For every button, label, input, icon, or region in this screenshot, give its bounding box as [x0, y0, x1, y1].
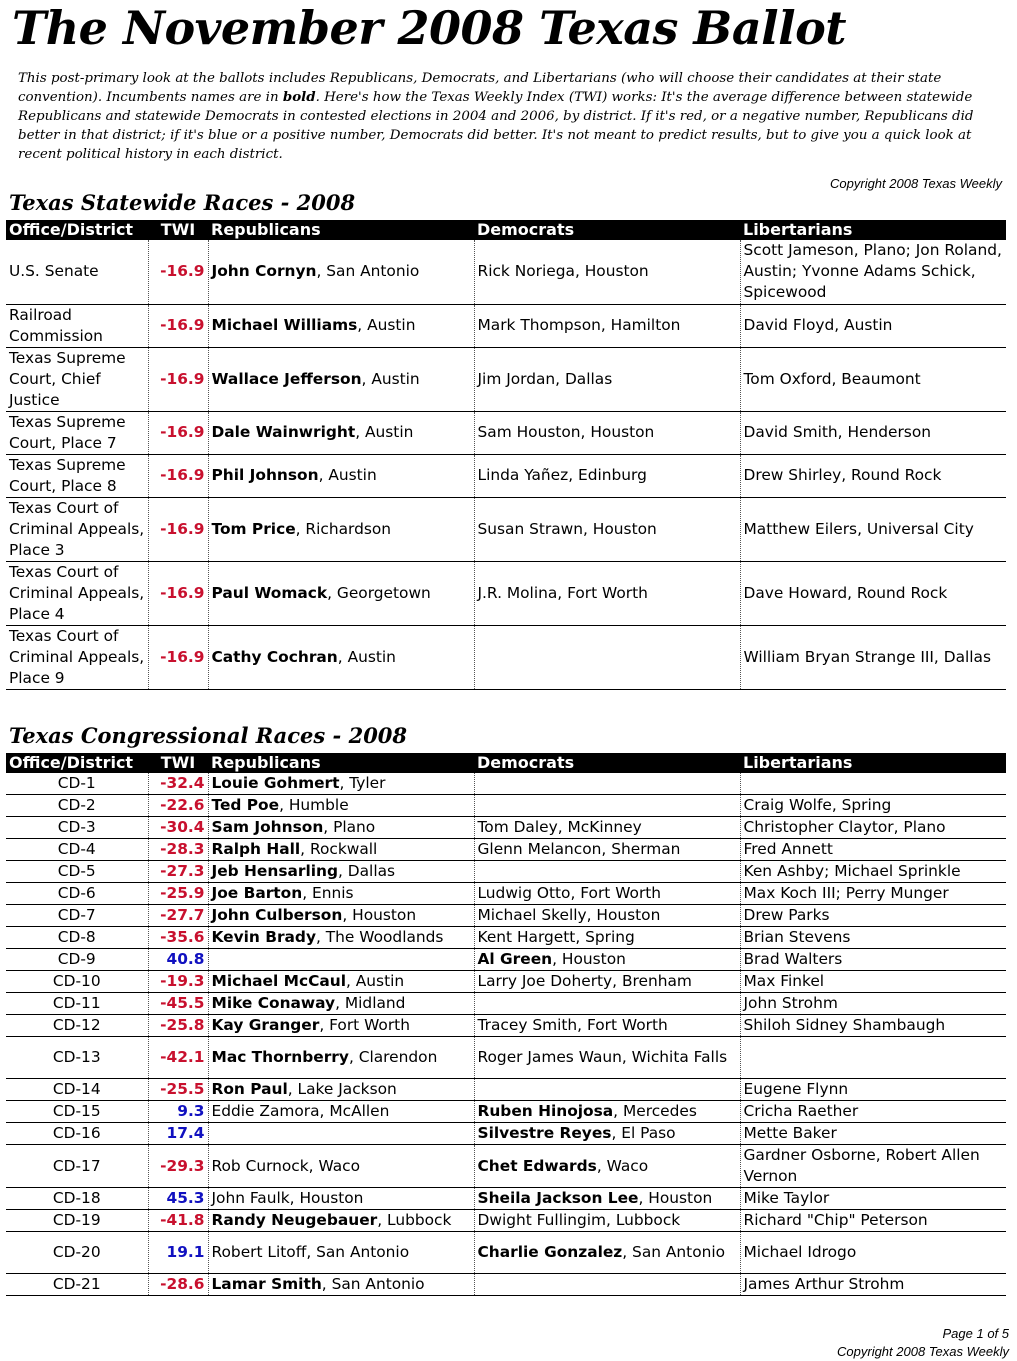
republican-name: Paul Womack: [211, 583, 328, 602]
republican-name: Kevin Brady: [211, 928, 316, 946]
republican-detail: , Humble: [279, 796, 349, 814]
republican-detail: , Rockwall: [300, 840, 378, 858]
table-row: [6, 1210, 1006, 1232]
republican-cell: [208, 1101, 474, 1123]
table-header-row: [6, 753, 1006, 773]
democrat-name: Chet Edwards: [477, 1156, 597, 1175]
democrat-detail: Dwight Fullingim, Lubbock: [477, 1211, 681, 1229]
democrat-cell: [474, 304, 740, 347]
table-row: [6, 861, 1006, 883]
intro-text: This post-primary look at the ballots includes Republicans, Democrats, and Libertarians (who will choose their candidates at their state convention). Incumbents names are in: [18, 71, 942, 105]
republican-cell: [208, 949, 474, 971]
office-cell: CD-2: [6, 795, 148, 817]
republican-detail: , Ennis: [302, 884, 354, 902]
republican-cell: [208, 240, 474, 304]
democrat-detail: Larry Joe Doherty, Brenham: [477, 972, 692, 990]
libertarian-cell: Shiloh Sidney Shambaugh: [740, 1015, 1006, 1037]
office-cell: Texas Supreme Court, Place 7: [6, 411, 148, 454]
democrat-cell: [474, 1145, 740, 1188]
libertarian-cell: John Strohm: [740, 993, 1006, 1015]
republican-cell: [208, 971, 474, 993]
democrat-cell: [474, 971, 740, 993]
libertarian-cell: [740, 773, 1006, 795]
office-cell: CD-14: [6, 1079, 148, 1101]
republican-name: John Cornyn: [211, 262, 317, 281]
republican-cell: [208, 1188, 474, 1210]
libertarians-column-header: Libertarians: [740, 220, 1006, 240]
libertarian-cell: Dave Howard, Round Rock: [740, 561, 1006, 625]
republican-detail: Eddie Zamora, McAllen: [211, 1102, 390, 1120]
democrat-cell: [474, 1210, 740, 1232]
democrat-cell: [474, 347, 740, 411]
office-cell: CD-16: [6, 1123, 148, 1145]
democrat-detail: J.R. Molina, Fort Worth: [477, 583, 648, 602]
democrat-cell: [474, 795, 740, 817]
republican-name: Kay Granger: [211, 1016, 320, 1034]
republican-cell: [208, 861, 474, 883]
twi-value: -32.4: [148, 773, 208, 795]
republican-detail: , Tyler: [339, 774, 386, 792]
republican-cell: [208, 993, 474, 1015]
statewide-races-table: [6, 220, 1006, 690]
office-cell: CD-10: [6, 971, 148, 993]
page-footer: [837, 1325, 1009, 1361]
table-row: [6, 773, 1006, 795]
democrat-detail: , Mercedes: [613, 1102, 697, 1120]
libertarian-cell: Drew Parks: [740, 905, 1006, 927]
democrat-detail: Jim Jordan, Dallas: [477, 369, 613, 388]
table-row: [6, 883, 1006, 905]
democrat-cell: [474, 905, 740, 927]
democrat-detail: , El Paso: [611, 1124, 676, 1142]
democrat-cell: [474, 240, 740, 304]
republican-detail: , Lake Jackson: [287, 1080, 397, 1098]
table-row: [6, 1015, 1006, 1037]
democrat-cell: [474, 1037, 740, 1079]
democrat-detail: Glenn Melancon, Sherman: [477, 840, 681, 858]
office-cell: Texas Court of Criminal Appeals, Place 4: [6, 561, 148, 625]
democrat-cell: [474, 625, 740, 689]
congressional-races-table: [6, 753, 1006, 1296]
table-row: [6, 1232, 1006, 1274]
republican-name: Joe Barton: [211, 884, 303, 902]
office-cell: CD-3: [6, 817, 148, 839]
democrat-cell: [474, 1101, 740, 1123]
republican-cell: [208, 839, 474, 861]
office-cell: U.S. Senate: [6, 240, 148, 304]
twi-column-header: TWI: [148, 220, 208, 240]
republican-name: Dale Wainwright: [211, 423, 356, 441]
intro-text: . Here's how the Texas Weekly Index (TWI) works: It's the average difference between statewide Republicans and statewide Democrats in contested elections in 2004 and 2006, by district. If it's red, or a negative number, Republicans did better in that district; if it's blue or a positive number, Democrats did better. It's not meant to predict results, but to give you a quick look at recent political history in each district.: [18, 90, 974, 162]
republican-cell: [208, 1145, 474, 1188]
democrat-cell: [474, 411, 740, 454]
twi-value: 9.3: [148, 1101, 208, 1123]
republican-detail: , Lubbock: [377, 1211, 452, 1229]
republican-detail: , Clarendon: [348, 1048, 438, 1066]
republican-cell: [208, 1079, 474, 1101]
table-row: [6, 1188, 1006, 1210]
democrat-detail: Rick Noriega, Houston: [477, 262, 649, 281]
republican-cell: [208, 347, 474, 411]
office-cell: CD-4: [6, 839, 148, 861]
republican-name: Louie Gohmert: [211, 774, 340, 792]
libertarian-cell: Christopher Claytor, Plano: [740, 817, 1006, 839]
republican-name: Cathy Cochran: [211, 647, 338, 666]
office-cell: Railroad Commission: [6, 304, 148, 347]
republican-detail: , Austin: [318, 466, 377, 484]
libertarian-cell: Gardner Osborne, Robert Allen Vernon: [740, 1145, 1006, 1188]
twi-value: -42.1: [148, 1037, 208, 1079]
republican-detail: , San Antonio: [316, 262, 420, 281]
libertarian-cell: Drew Shirley, Round Rock: [740, 454, 1006, 497]
libertarian-cell: William Bryan Strange III, Dallas: [740, 625, 1006, 689]
twi-value: -19.3: [148, 971, 208, 993]
libertarian-cell: Max Koch III; Perry Munger: [740, 883, 1006, 905]
table-row: [6, 1101, 1006, 1123]
democrat-cell: [474, 883, 740, 905]
democrat-name: Ruben Hinojosa: [477, 1102, 614, 1120]
democrat-name: Al Green: [477, 950, 553, 968]
table-row: [6, 454, 1006, 497]
republican-cell: [208, 411, 474, 454]
office-column-header: Office/District: [6, 220, 148, 240]
democrat-detail: Susan Strawn, Houston: [477, 519, 657, 538]
republican-name: Mike Conaway: [211, 994, 336, 1012]
twi-value: -29.3: [148, 1145, 208, 1188]
democrat-cell: [474, 1015, 740, 1037]
democrat-detail: Michael Skelly, Houston: [477, 906, 661, 924]
democrat-detail: Kent Hargett, Spring: [477, 928, 635, 946]
table-row: [6, 304, 1006, 347]
republican-cell: [208, 1210, 474, 1232]
democrat-detail: Linda Yañez, Edinburg: [477, 466, 647, 484]
republican-cell: [208, 304, 474, 347]
twi-value: -35.6: [148, 927, 208, 949]
democrat-detail: Sam Houston, Houston: [477, 423, 655, 441]
table-row: [6, 1274, 1006, 1296]
republican-name: Lamar Smith: [211, 1275, 322, 1293]
table-row: [6, 993, 1006, 1015]
libertarian-cell: Eugene Flynn: [740, 1079, 1006, 1101]
table-row: [6, 905, 1006, 927]
republican-cell: [208, 883, 474, 905]
table-row: [6, 347, 1006, 411]
republican-detail: Rob Curnock, Waco: [211, 1156, 361, 1175]
twi-value: -30.4: [148, 817, 208, 839]
libertarians-column-header: Libertarians: [740, 753, 1006, 773]
republican-detail: , San Antonio: [321, 1275, 425, 1293]
office-cell: CD-19: [6, 1210, 148, 1232]
twi-column-header: TWI: [148, 753, 208, 773]
republican-detail: , Plano: [323, 818, 376, 836]
democrats-column-header: Democrats: [474, 753, 740, 773]
office-cell: CD-13: [6, 1037, 148, 1079]
libertarian-cell: Matthew Eilers, Universal City: [740, 497, 1006, 561]
twi-value: -45.5: [148, 993, 208, 1015]
democrat-cell: [474, 993, 740, 1015]
republican-name: Ron Paul: [211, 1080, 288, 1098]
democrat-detail: Tom Daley, McKinney: [477, 818, 642, 836]
table-row: [6, 1123, 1006, 1145]
democrat-cell: [474, 1232, 740, 1274]
republican-detail: , Austin: [337, 647, 396, 666]
republican-detail: , Austin: [357, 316, 416, 334]
republican-cell: [208, 1037, 474, 1079]
table-row: [6, 971, 1006, 993]
office-cell: CD-20: [6, 1232, 148, 1274]
statewide-section-title: Texas Statewide Races - 2008: [9, 190, 356, 215]
office-cell: Texas Supreme Court, Chief Justice: [6, 347, 148, 411]
libertarian-cell: Mike Taylor: [740, 1188, 1006, 1210]
republican-detail: , Austin: [361, 369, 420, 388]
twi-value: -25.5: [148, 1079, 208, 1101]
libertarian-cell: Craig Wolfe, Spring: [740, 795, 1006, 817]
republican-detail: , Houston: [342, 906, 417, 924]
copyright-top: Copyright 2008 Texas Weekly: [830, 176, 1002, 191]
table-row: [6, 240, 1006, 304]
democrat-cell: [474, 1188, 740, 1210]
democrat-detail: Ludwig Otto, Fort Worth: [477, 884, 662, 902]
twi-value: -28.6: [148, 1274, 208, 1296]
twi-value: 17.4: [148, 1123, 208, 1145]
republican-name: Michael Williams: [211, 316, 358, 334]
office-cell: CD-12: [6, 1015, 148, 1037]
republican-name: Jeb Hensarling: [211, 862, 338, 880]
page-number: Page 1 of 5: [942, 1326, 1009, 1341]
office-column-header: Office/District: [6, 753, 148, 773]
intro-bold-word: bold: [282, 89, 316, 105]
republican-detail: , Richardson: [295, 519, 392, 538]
twi-value: -25.9: [148, 883, 208, 905]
republican-detail: , The Woodlands: [315, 928, 444, 946]
democrat-detail: Mark Thompson, Hamilton: [477, 316, 681, 334]
office-cell: CD-5: [6, 861, 148, 883]
twi-value: -27.7: [148, 905, 208, 927]
libertarian-cell: [740, 1037, 1006, 1079]
democrat-cell: [474, 927, 740, 949]
twi-value: -16.9: [148, 497, 208, 561]
libertarian-cell: Michael Idrogo: [740, 1232, 1006, 1274]
page-title: The November 2008 Texas Ballot: [12, 1, 847, 55]
republican-detail: , Austin: [345, 972, 405, 990]
republican-name: Sam Johnson: [211, 818, 324, 836]
republican-name: Mac Thornberry: [211, 1048, 349, 1066]
republican-cell: [208, 454, 474, 497]
table-row: [6, 949, 1006, 971]
table-row: [6, 1037, 1006, 1079]
table-row: [6, 411, 1006, 454]
democrat-cell: [474, 817, 740, 839]
twi-value: 19.1: [148, 1232, 208, 1274]
libertarian-cell: Max Finkel: [740, 971, 1006, 993]
office-cell: CD-21: [6, 1274, 148, 1296]
table-row: [6, 927, 1006, 949]
libertarian-cell: Brian Stevens: [740, 927, 1006, 949]
table-row: [6, 839, 1006, 861]
office-cell: CD-6: [6, 883, 148, 905]
democrat-detail: , Waco: [596, 1156, 649, 1175]
republican-name: Ted Poe: [211, 796, 280, 814]
republican-detail: , Midland: [335, 994, 406, 1012]
twi-value: -22.6: [148, 795, 208, 817]
democrat-cell: [474, 561, 740, 625]
democrat-detail: , Houston: [552, 950, 626, 968]
republican-cell: [208, 1274, 474, 1296]
twi-value: -16.9: [148, 304, 208, 347]
republican-cell: [208, 1232, 474, 1274]
republican-detail: , Fort Worth: [319, 1016, 410, 1034]
republican-cell: [208, 497, 474, 561]
republicans-column-header: Republicans: [208, 220, 474, 240]
republican-name: John Culberson: [211, 906, 343, 924]
office-cell: Texas Supreme Court, Place 8: [6, 454, 148, 497]
office-cell: CD-9: [6, 949, 148, 971]
table-row: [6, 795, 1006, 817]
democrat-detail: Roger James Waun, Wichita Falls: [477, 1048, 728, 1066]
republican-name: Randy Neugebauer: [211, 1211, 378, 1229]
democrats-column-header: Democrats: [474, 220, 740, 240]
table-row: [6, 1145, 1006, 1188]
twi-value: -16.9: [148, 411, 208, 454]
office-cell: CD-15: [6, 1101, 148, 1123]
democrat-detail: , Houston: [638, 1189, 713, 1207]
democrat-cell: [474, 454, 740, 497]
table-row: [6, 625, 1006, 689]
libertarian-cell: David Floyd, Austin: [740, 304, 1006, 347]
democrat-name: Charlie Gonzalez: [477, 1243, 623, 1261]
republican-detail: John Faulk, Houston: [211, 1189, 364, 1207]
office-cell: CD-7: [6, 905, 148, 927]
table-row: [6, 561, 1006, 625]
libertarian-cell: James Arthur Strohm: [740, 1274, 1006, 1296]
twi-value: -16.9: [148, 454, 208, 497]
democrat-name: Silvestre Reyes: [477, 1124, 612, 1142]
twi-value: -25.8: [148, 1015, 208, 1037]
intro-paragraph: [18, 69, 1003, 164]
libertarian-cell: Mette Baker: [740, 1123, 1006, 1145]
twi-value: -16.9: [148, 561, 208, 625]
republican-detail: , Dallas: [337, 862, 396, 880]
libertarian-cell: Cricha Raether: [740, 1101, 1006, 1123]
republican-cell: [208, 927, 474, 949]
table-row: [6, 817, 1006, 839]
libertarian-cell: Brad Walters: [740, 949, 1006, 971]
republican-cell: [208, 773, 474, 795]
republican-detail: , Austin: [355, 423, 414, 441]
democrat-name: Sheila Jackson Lee: [477, 1189, 639, 1207]
libertarian-cell: Richard "Chip" Peterson: [740, 1210, 1006, 1232]
democrat-cell: [474, 861, 740, 883]
republicans-column-header: Republicans: [208, 753, 474, 773]
democrat-cell: [474, 1274, 740, 1296]
republican-name: Michael McCaul: [211, 972, 346, 990]
democrat-cell: [474, 1123, 740, 1145]
republican-cell: [208, 795, 474, 817]
democrat-detail: , San Antonio: [622, 1243, 726, 1261]
libertarian-cell: Fred Annett: [740, 839, 1006, 861]
twi-value: -28.3: [148, 839, 208, 861]
office-cell: CD-11: [6, 993, 148, 1015]
copyright-footer: Copyright 2008 Texas Weekly: [837, 1344, 1009, 1359]
democrat-cell: [474, 773, 740, 795]
democrat-cell: [474, 497, 740, 561]
republican-cell: [208, 1123, 474, 1145]
republican-cell: [208, 817, 474, 839]
office-cell: CD-1: [6, 773, 148, 795]
democrat-cell: [474, 839, 740, 861]
libertarian-cell: Ken Ashby; Michael Sprinkle: [740, 861, 1006, 883]
republican-cell: [208, 1015, 474, 1037]
republican-cell: [208, 561, 474, 625]
office-cell: Texas Court of Criminal Appeals, Place 9: [6, 625, 148, 689]
republican-name: Tom Price: [211, 519, 296, 538]
table-row: [6, 1079, 1006, 1101]
office-cell: CD-8: [6, 927, 148, 949]
republican-cell: [208, 905, 474, 927]
table-row: [6, 497, 1006, 561]
republican-cell: [208, 625, 474, 689]
office-cell: Texas Court of Criminal Appeals, Place 3: [6, 497, 148, 561]
table-header-row: [6, 220, 1006, 240]
republican-detail: Robert Litoff, San Antonio: [211, 1243, 410, 1261]
twi-value: 40.8: [148, 949, 208, 971]
republican-name: Phil Johnson: [211, 466, 319, 484]
libertarian-cell: David Smith, Henderson: [740, 411, 1006, 454]
democrat-cell: [474, 949, 740, 971]
republican-detail: , Georgetown: [327, 583, 431, 602]
republican-name: Ralph Hall: [211, 840, 301, 858]
democrat-cell: [474, 1079, 740, 1101]
congressional-section-title: Texas Congressional Races - 2008: [9, 723, 408, 748]
twi-value: -16.9: [148, 240, 208, 304]
twi-value: -16.9: [148, 347, 208, 411]
republican-name: Wallace Jefferson: [211, 369, 362, 388]
libertarian-cell: Scott Jameson, Plano; Jon Roland, Austin; Yvonne Adams Schick, Spicewood: [740, 240, 1006, 304]
twi-value: -41.8: [148, 1210, 208, 1232]
twi-value: 45.3: [148, 1188, 208, 1210]
twi-value: -27.3: [148, 861, 208, 883]
democrat-detail: Tracey Smith, Fort Worth: [477, 1016, 668, 1034]
twi-value: -16.9: [148, 625, 208, 689]
office-cell: CD-18: [6, 1188, 148, 1210]
libertarian-cell: Tom Oxford, Beaumont: [740, 347, 1006, 411]
office-cell: CD-17: [6, 1145, 148, 1188]
